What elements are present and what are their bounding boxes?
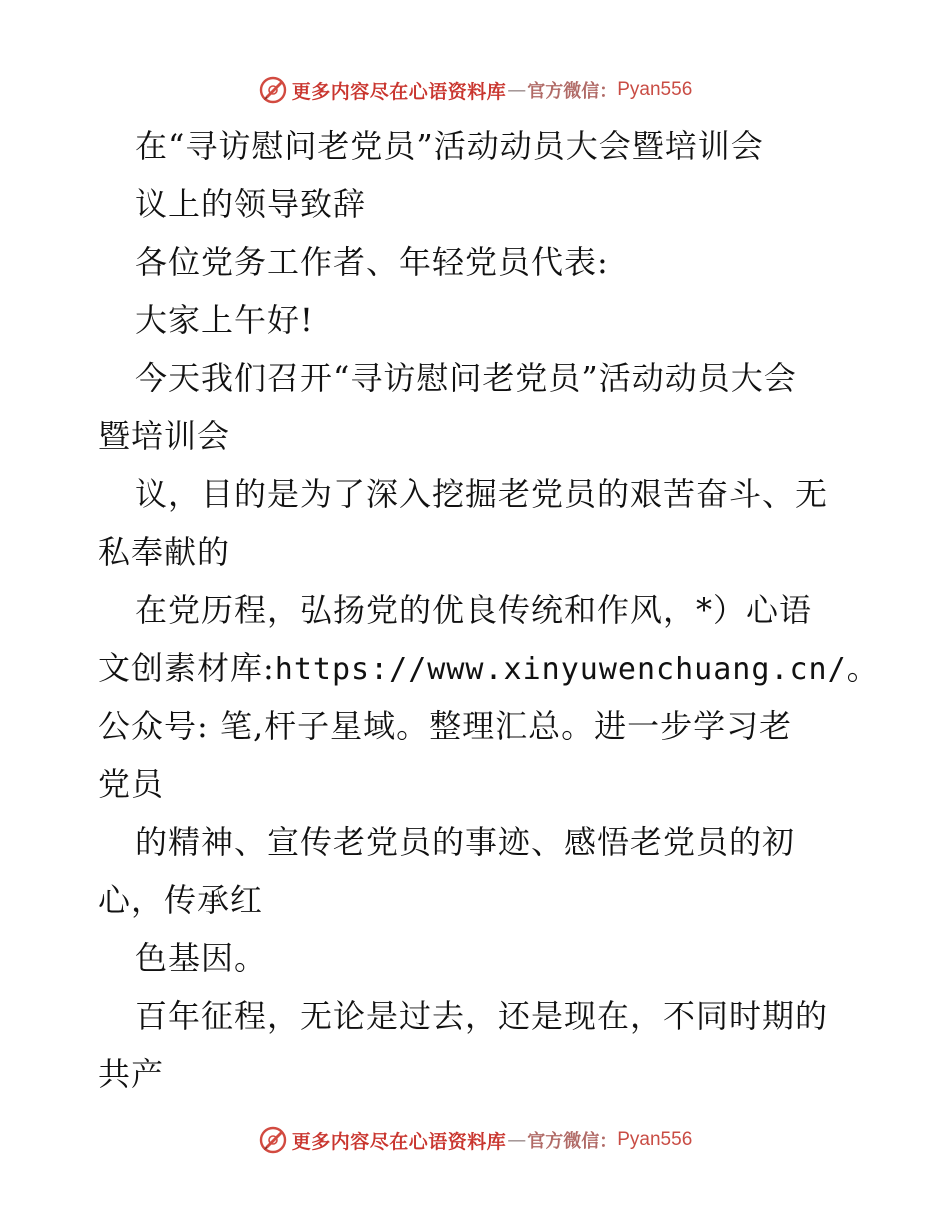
paragraph-2-line-1: 议，目的是为了深入挖掘老党员的艰苦奋斗、无 <box>135 475 829 513</box>
paragraph-4-line-2: 心，传承红 <box>98 881 264 919</box>
title-line-2: 议上的领导致辞 <box>135 185 367 223</box>
source-label: 文创素材库: <box>98 649 275 687</box>
header-banner <box>0 70 950 110</box>
paragraph-6-line-1: 百年征程，无论是过去，还是现在，不同时期的 <box>135 997 829 1035</box>
quill-logo-icon <box>258 75 288 105</box>
salutation: 各位党务工作者、年轻党员代表: <box>135 243 609 281</box>
paragraph-3-line-4: 党员 <box>98 765 165 803</box>
paragraph-1-line-2: 暨培训会 <box>98 417 231 455</box>
banner-wechat-id: Pyan556 <box>617 1129 693 1150</box>
banner-wechat-label: 官方微信： <box>527 1131 618 1152</box>
banner-wechat-label: 官方微信： <box>527 81 618 102</box>
banner-dash: — <box>507 1129 527 1151</box>
document-body <box>98 117 898 1103</box>
paragraph-1-line-1: 今天我们召开“寻访慰问老党员”活动动员大会 <box>135 359 797 397</box>
source-suffix: 。 <box>846 649 880 687</box>
paragraph-6-line-2: 共产 <box>98 1055 165 1093</box>
greeting: 大家上午好! <box>135 301 314 339</box>
banner-slogan: 更多内容尽在心语资料库 <box>291 1130 507 1153</box>
banner-dash: — <box>507 79 527 101</box>
paragraph-3-line-3: 公众号: 笔,杆子星域。整理汇总。进一步学习老 <box>98 707 793 745</box>
paragraph-5-line-1: 色基因。 <box>135 939 268 977</box>
paragraph-3-line-2 <box>98 639 898 697</box>
paragraph-3-line-1: 在党历程，弘扬党的优良传统和作风，*）心语 <box>135 591 813 629</box>
footer-banner <box>0 1120 950 1160</box>
source-url: https://www.xinyuwenchuang.cn/ <box>274 652 847 687</box>
banner-slogan: 更多内容尽在心语资料库 <box>291 80 507 103</box>
banner-wechat-id: Pyan556 <box>617 79 693 100</box>
title-line-1: 在“寻访慰问老党员”活动动员大会暨培训会 <box>135 127 764 165</box>
quill-logo-icon <box>258 1125 288 1155</box>
paragraph-2-line-2: 私奉献的 <box>98 533 231 571</box>
paragraph-4-line-1: 的精神、宣传老党员的事迹、感悟老党员的初 <box>135 823 796 861</box>
